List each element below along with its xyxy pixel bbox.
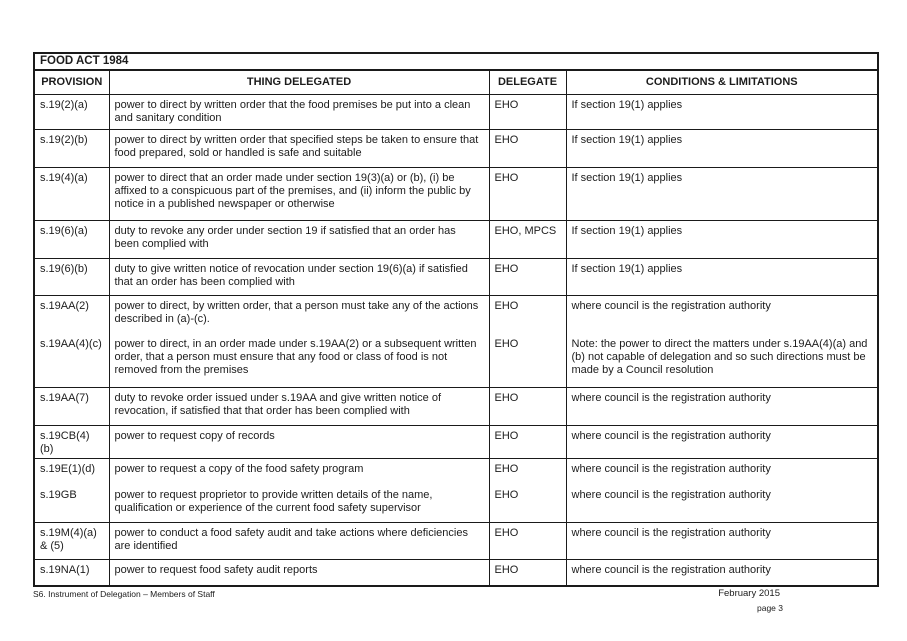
col-header-thing-delegated: THING DELEGATED (109, 70, 489, 94)
table-title-row (34, 53, 878, 70)
col-header-provision: PROVISION (34, 70, 109, 94)
cell-conditions: If section 19(1) applies (566, 167, 878, 220)
table-row (34, 129, 878, 167)
cell-delegate: EHO (489, 559, 566, 586)
cell-provision: s.19(2)(b) (34, 129, 109, 167)
footer-document-title: S6. Instrument of Delegation – Members of Staff (33, 589, 215, 599)
col-header-conditions: CONDITIONS & LIMITATIONS (566, 70, 878, 94)
cell-conditions: If section 19(1) applies (566, 94, 878, 129)
cell-thing-delegated: power to direct that an order made under section 19(3)(a) or (b), (i) be affixed to a conspicuous part of the premises, and (ii) inform the public by notice in a published newspaper or otherwise (109, 167, 489, 220)
table-row (34, 485, 878, 522)
cell-provision: s.19AA(4)(c) (34, 334, 109, 387)
cell-provision: s.19M(4)(a) & (5) (34, 522, 109, 559)
cell-conditions: If section 19(1) applies (566, 129, 878, 167)
cell-thing-delegated: power to direct, in an order made under s.19AA(2) or a subsequent written order, that a person must ensure that any food or class of food is not removed from the premises (109, 334, 489, 387)
cell-conditions: If section 19(1) applies (566, 258, 878, 295)
cell-delegate: EHO (489, 522, 566, 559)
table-row (34, 559, 878, 586)
cell-thing-delegated: power to request a copy of the food safety program (109, 458, 489, 485)
cell-provision: s.19NA(1) (34, 559, 109, 586)
cell-delegate: EHO (489, 167, 566, 220)
cell-delegate: EHO (489, 425, 566, 458)
footer-page-number: page 3 (757, 603, 783, 613)
cell-thing-delegated: duty to give written notice of revocation under section 19(6)(a) if satisfied that an order has been complied with (109, 258, 489, 295)
footer-date: February 2015 (718, 588, 780, 599)
cell-provision: s.19(6)(a) (34, 220, 109, 258)
cell-conditions: If section 19(1) applies (566, 220, 878, 258)
cell-thing-delegated: power to direct, by written order, that a person must take any of the actions described in (a)-(c). (109, 295, 489, 334)
cell-thing-delegated: power to conduct a food safety audit and take actions where deficiencies are identified (109, 522, 489, 559)
cell-provision: s.19AA(2) (34, 295, 109, 334)
table-row (34, 387, 878, 425)
cell-thing-delegated: duty to revoke any order under section 19 if satisfied that an order has been complied with (109, 220, 489, 258)
cell-provision: s.19GB (34, 485, 109, 522)
delegation-table (33, 52, 879, 587)
cell-delegate: EHO (489, 458, 566, 485)
table-row (34, 334, 878, 387)
cell-delegate: EHO (489, 334, 566, 387)
table-row (34, 425, 878, 458)
table-row (34, 458, 878, 485)
cell-thing-delegated: power to request food safety audit reports (109, 559, 489, 586)
table-title: FOOD ACT 1984 (34, 53, 878, 70)
cell-delegate: EHO (489, 485, 566, 522)
table-header-row (34, 70, 878, 94)
cell-provision: s.19(4)(a) (34, 167, 109, 220)
cell-provision: s.19(2)(a) (34, 94, 109, 129)
cell-delegate: EHO (489, 295, 566, 334)
cell-delegate: EHO (489, 387, 566, 425)
table-row (34, 220, 878, 258)
cell-conditions: where council is the registration authority (566, 522, 878, 559)
cell-thing-delegated: power to request copy of records (109, 425, 489, 458)
table-row (34, 295, 878, 334)
cell-conditions: where council is the registration authority (566, 485, 878, 522)
cell-provision: s.19AA(7) (34, 387, 109, 425)
table-row (34, 167, 878, 220)
cell-delegate: EHO (489, 94, 566, 129)
table-row (34, 94, 878, 129)
cell-thing-delegated: power to request proprietor to provide written details of the name, qualification or experience of the current food safety supervisor (109, 485, 489, 522)
cell-thing-delegated: power to direct by written order that the food premises be put into a clean and sanitary condition (109, 94, 489, 129)
cell-conditions: where council is the registration authority (566, 387, 878, 425)
cell-delegate: EHO, MPCS (489, 220, 566, 258)
cell-thing-delegated: duty to revoke order issued under s.19AA and give written notice of revocation, if satisfied that that order has been complied with (109, 387, 489, 425)
cell-conditions: Note: the power to direct the matters under s.19AA(4)(a) and (b) not capable of delegation and so such directions must be made by a Council resolution (566, 334, 878, 387)
cell-conditions: where council is the registration authority (566, 559, 878, 586)
cell-provision: s.19(6)(b) (34, 258, 109, 295)
cell-conditions: where council is the registration authority (566, 425, 878, 458)
cell-conditions: where council is the registration authority (571, 299, 771, 312)
cell-provision: s.19CB(4)(b) (34, 425, 109, 458)
cell-delegate: EHO (489, 129, 566, 167)
cell-thing-delegated: power to direct by written order that specified steps be taken to ensure that food prepared, sold or handled is safe and suitable (109, 129, 489, 167)
cell-delegate: EHO (489, 258, 566, 295)
table-row (34, 258, 878, 295)
col-header-delegate: DELEGATE (489, 70, 566, 94)
table-row (34, 522, 878, 559)
cell-conditions: where council is the registration authority (571, 462, 771, 475)
cell-provision: s.19E(1)(d) (34, 458, 109, 485)
